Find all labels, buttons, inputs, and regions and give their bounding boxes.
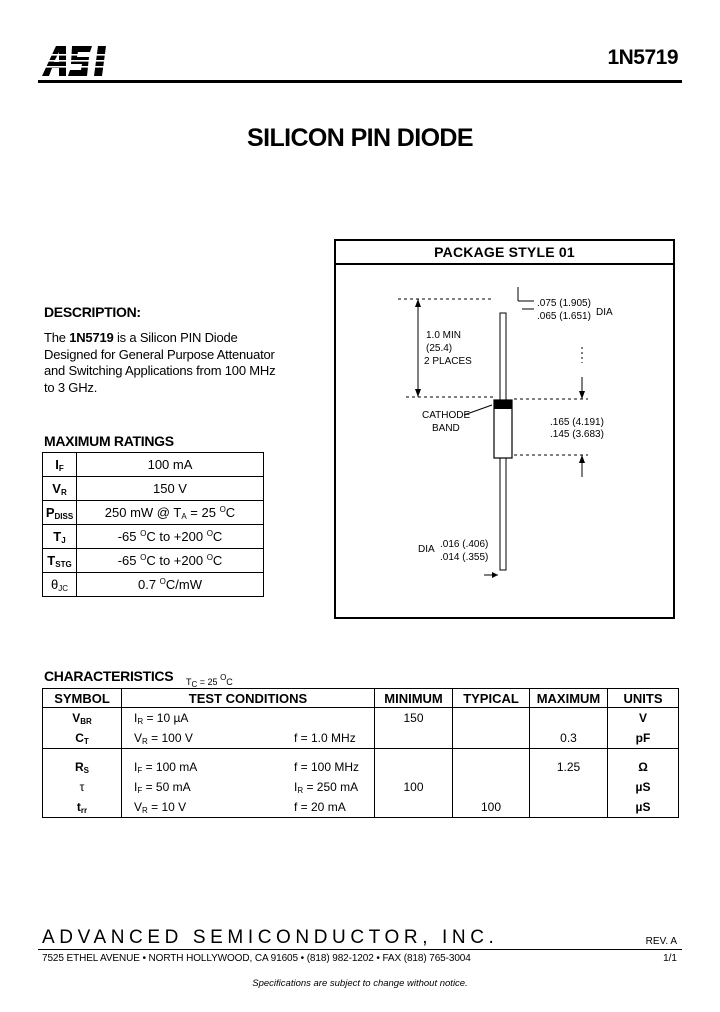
rating-row: $T_{STG}$ -65 $^O$C to +200 $^O$C [43, 549, 264, 573]
rating-row: $P_{DISS}$ 250 mW @ $T_A = 25$ $^O$C [43, 501, 264, 525]
footer-rule [38, 949, 682, 950]
rating-row: $V_R$ 150 V [43, 477, 264, 501]
col-test-conditions: TEST CONDITIONS [122, 689, 375, 708]
characteristics-table [42, 688, 679, 818]
table-row: $t_{rr}$ $V_R = 10$ V f = 20 mA 100 µS [43, 797, 679, 818]
company-name: ADVANCED SEMICONDUCTOR, INC. [42, 927, 499, 948]
body-len-a: .165 (4.191) [550, 417, 604, 428]
revision: REV. A [645, 936, 677, 947]
table-row: $C_T$ $V_R = 100$ V f = 1.0 MHz 0.3 pF [43, 728, 679, 749]
dia-label: DIA [596, 307, 613, 318]
rating-row: $T_J$ -65 $^O$C to +200 $^O$C [43, 525, 264, 549]
page-title: SILICON PIN DIODE [247, 124, 473, 152]
cathode-label-2: BAND [432, 423, 460, 434]
col-typical: TYPICAL [453, 689, 530, 708]
col-minimum: MINIMUM [375, 689, 453, 708]
col-symbol: SYMBOL [43, 689, 122, 708]
characteristics-heading: CHARACTERISTICS [44, 668, 174, 684]
description-heading: DESCRIPTION: [44, 304, 141, 320]
asi-logo [40, 44, 116, 78]
col-units: UNITS [608, 689, 679, 708]
wire-dia-a: .016 (.406) [440, 539, 489, 550]
max-ratings-heading: MAXIMUM RATINGS [44, 433, 174, 449]
package-outline-drawing [336, 265, 673, 617]
cathode-label-1: CATHODE [422, 410, 471, 421]
package-heading: PACKAGE STYLE 01 [336, 241, 673, 265]
min-length-1: 1.0 MIN [426, 330, 462, 341]
max-ratings-table [42, 452, 264, 597]
cathode-band [494, 400, 512, 409]
characteristics-condition: $T_C = 25$ $^O$C [186, 673, 233, 689]
body-len-b: .145 (3.683) [550, 429, 604, 440]
part-number: 1N5719 [607, 46, 678, 69]
min-length-3: 2 PLACES [424, 356, 472, 367]
company-address: 7525 ETHEL AVENUE • NORTH HOLLYWOOD, CA 91605 • (818) 982-1202 • FAX (818) 765-3004 [42, 953, 471, 964]
wire-dia-label: DIA [418, 544, 435, 555]
table-row: $V_{BR}$ $I_R = 10$ µA 150 V [43, 708, 679, 729]
table-row: $R_S$ $I_F = 100$ mA f = 100 MHz 1.25 Ω [43, 757, 679, 777]
dim-lead-dia-a: .075 (1.905) [537, 298, 591, 309]
col-maximum: MAXIMUM [530, 689, 608, 708]
header-rule [38, 80, 682, 83]
disclaimer: Specifications are subject to change without notice. [252, 978, 468, 989]
table-row: τ $I_F = 50$ mA $I_R = 250$ mA 100 µS [43, 777, 679, 797]
page-number: 1/1 [663, 953, 677, 964]
rating-row: $I_F$ 100 mA [43, 453, 264, 477]
dim-lead-dia-b: .065 (1.651) [537, 311, 591, 322]
min-length-2: (25.4) [426, 343, 453, 354]
wire-dia-b: .014 (.355) [440, 552, 489, 563]
package-drawing-box [334, 239, 675, 619]
rating-row: $\theta_{JC}$ 0.7 $^O$C/mW [43, 573, 264, 597]
description-text: The 1N5719 is a Silicon PIN Diode Designed for General Purpose Attenuator and Switching Applications from 100 MHz to 3 GHz. [44, 330, 276, 395]
